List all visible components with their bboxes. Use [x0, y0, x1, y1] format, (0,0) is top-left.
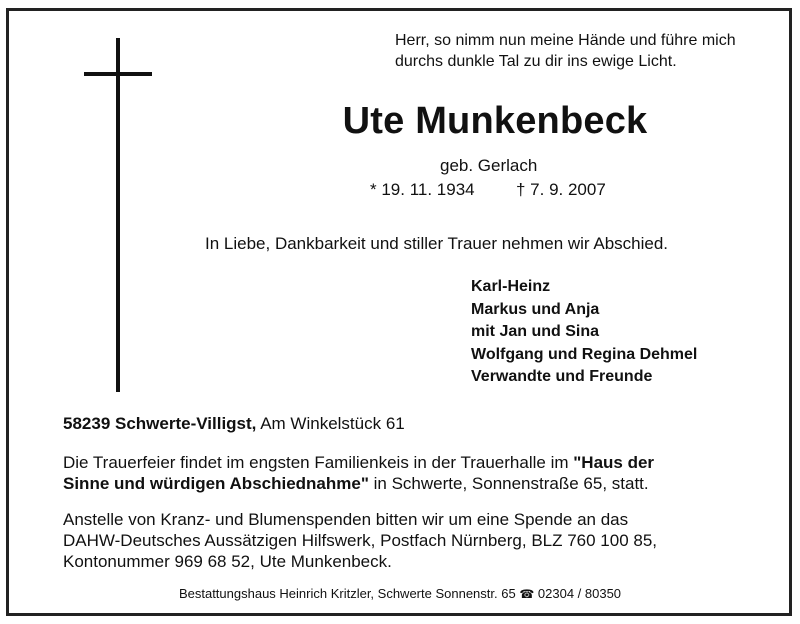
phone-icon: ☎	[519, 587, 535, 601]
birth-date: * 19. 11. 1934	[370, 180, 475, 199]
farewell-text: In Liebe, Dankbarkeit und stiller Trauer nehmen wir Abschied.	[205, 234, 669, 253]
mourner-item: Markus und Anja	[471, 300, 600, 318]
death-date: † 7. 9. 2007	[516, 180, 606, 199]
mourner-item: Verwandte und Freunde	[471, 368, 653, 385]
service-info	[63, 452, 763, 494]
mourner-item: mit Jan und Sina	[471, 323, 600, 340]
service-pre: Die Trauerfeier findet im engsten Familienkeis in der Trauerhalle im	[63, 453, 574, 472]
address-street: Am Winkelstück 61	[260, 414, 405, 433]
mourner-item: Wolfgang und Regina Dehmel	[471, 345, 698, 363]
verse-line-1: Herr, so nimm nun meine Hände und führe mich	[395, 32, 736, 49]
deceased-name: Ute Munkenbeck	[342, 100, 648, 142]
address-city: 58239 Schwerte-Villigst,	[63, 414, 257, 433]
maiden-name: geb. Gerlach	[440, 156, 538, 175]
service-post: in Schwerte, Sonnenstraße 65, statt.	[368, 474, 649, 493]
funeral-home-phone: 02304 / 80350	[537, 586, 622, 601]
mourners-list	[471, 276, 697, 389]
funeral-home-footer	[0, 586, 800, 601]
cross-icon	[84, 38, 154, 394]
mourner-item: Karl-Heinz	[471, 278, 551, 295]
funeral-home-name: Bestattungshaus Heinrich Kritzler, Schwerte Sonnenstr. 65	[178, 586, 516, 601]
service-venue-a: "Haus der	[573, 453, 655, 472]
donation-line-3: Kontonummer 969 68 52, Ute Munkenbeck.	[63, 552, 392, 571]
donation-line-2: DAHW-Deutsches Aussätzigen Hilfswerk, Postfach Nürnberg, BLZ 760 100 85,	[63, 531, 658, 550]
donation-line-1: Anstelle von Kranz- und Blumenspenden bitten wir um eine Spende an das	[63, 510, 629, 529]
family-address	[63, 414, 405, 434]
verse-line-2: durchs dunkle Tal zu dir ins ewige Licht.	[395, 53, 677, 70]
service-venue-b: Sinne und würdigen Abschiednahme"	[63, 474, 369, 493]
donation-info	[63, 509, 763, 572]
bible-verse	[395, 30, 736, 72]
